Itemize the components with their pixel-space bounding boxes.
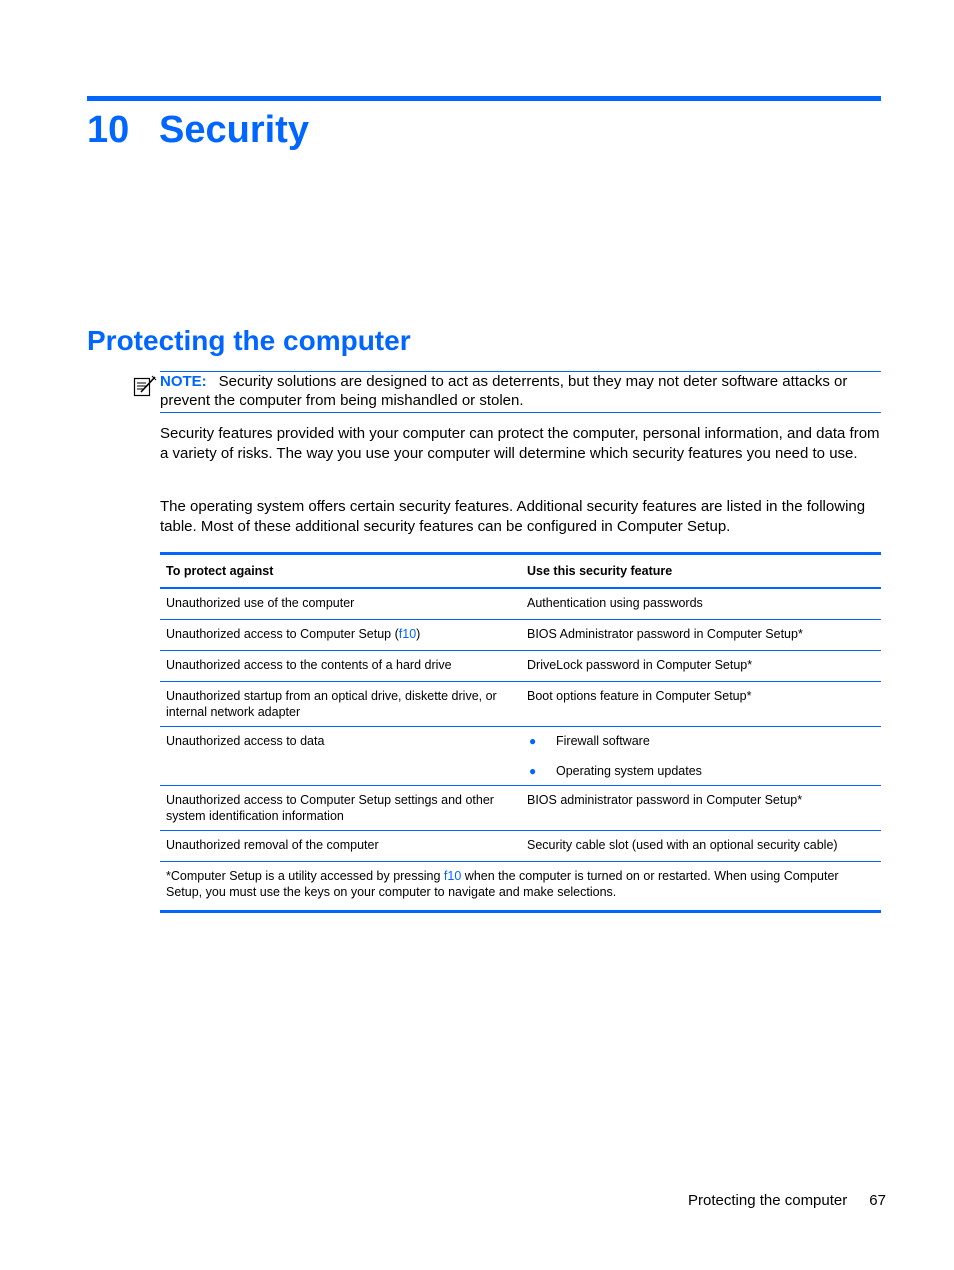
threat-cell: Unauthorized access to data <box>160 727 521 786</box>
table-row <box>160 620 881 651</box>
table-row <box>160 588 881 620</box>
table-row <box>160 651 881 682</box>
page-number: 67 <box>869 1192 886 1209</box>
threat-cell: Unauthorized use of the computer <box>160 588 521 620</box>
footnote-text: *Computer Setup is a utility accessed by pressing <box>166 869 444 883</box>
feature-text: Firewall software <box>556 734 650 748</box>
page-footer <box>688 1192 886 1209</box>
threat-cell: Unauthorized access to the contents of a hard drive <box>160 651 521 682</box>
bullet-icon: ● <box>529 764 537 778</box>
feature-cell: BIOS Administrator password in Computer Setup* <box>521 620 881 651</box>
footer-section-title: Protecting the computer <box>688 1192 848 1209</box>
security-features-table <box>160 552 881 913</box>
table-footnote-row <box>160 862 881 912</box>
chapter-number: 10 <box>87 109 130 151</box>
feature-list <box>527 733 875 779</box>
paragraph-operating-system: The operating system offers certain security features. Additional security features are listed in the following table. Most of these additional security features can be configured in Computer Setup. <box>160 498 866 535</box>
feature-cell: Security cable slot (used with an optional security cable) <box>521 831 881 862</box>
table-header-row <box>160 554 881 589</box>
feature-cell: Authentication using passwords <box>521 588 881 620</box>
feature-cell: BIOS administrator password in Computer Setup* <box>521 786 881 831</box>
table-footnote <box>160 862 881 912</box>
threat-text: Unauthorized access to Computer Setup ( <box>166 627 399 641</box>
bullet-icon: ● <box>529 734 537 748</box>
table-row <box>160 682 881 727</box>
section-title: Protecting the computer <box>87 325 411 356</box>
list-item <box>527 763 875 779</box>
threat-cell: Unauthorized access to Computer Setup settings and other system identification information <box>160 786 521 831</box>
feature-text: Operating system updates <box>556 764 702 778</box>
table-row <box>160 831 881 862</box>
note-label: NOTE: <box>160 373 207 390</box>
note-box <box>160 371 881 413</box>
column-header-feature: Use this security feature <box>521 554 881 589</box>
note-text: Security solutions are designed to act as deterrents, but they may not deter software attacks or prevent the computer from being mishandled or stolen. <box>160 373 848 409</box>
feature-cell: Boot options feature in Computer Setup* <box>521 682 881 727</box>
threat-text-end: ) <box>416 627 421 641</box>
feature-cell: DriveLock password in Computer Setup* <box>521 651 881 682</box>
f10-key-link[interactable]: f10 <box>443 869 462 883</box>
note-icon <box>133 375 157 397</box>
chapter-rule <box>87 96 881 101</box>
table-row <box>160 786 881 831</box>
f10-key-link[interactable]: f10 <box>398 627 417 641</box>
list-item <box>527 733 875 749</box>
feature-cell <box>521 727 881 786</box>
threat-cell: Unauthorized startup from an optical drive, diskette drive, or internal network adapter <box>160 682 521 727</box>
paragraph-security-features: Security features provided with your computer can protect the computer, personal information, and data from a variety of risks. The way you use your computer will determine which security features you need to use. <box>160 425 880 462</box>
threat-cell: Unauthorized removal of the computer <box>160 831 521 862</box>
chapter-title: Security <box>159 109 309 151</box>
column-header-threat: To protect against <box>160 554 521 589</box>
table-row <box>160 727 881 786</box>
footnote-text-end: when the computer is turned on or restarted. When using Computer Setup, you must use the keys on your computer to navigate and make selections. <box>166 869 839 899</box>
chapter-heading <box>87 106 309 154</box>
threat-cell <box>160 620 521 651</box>
